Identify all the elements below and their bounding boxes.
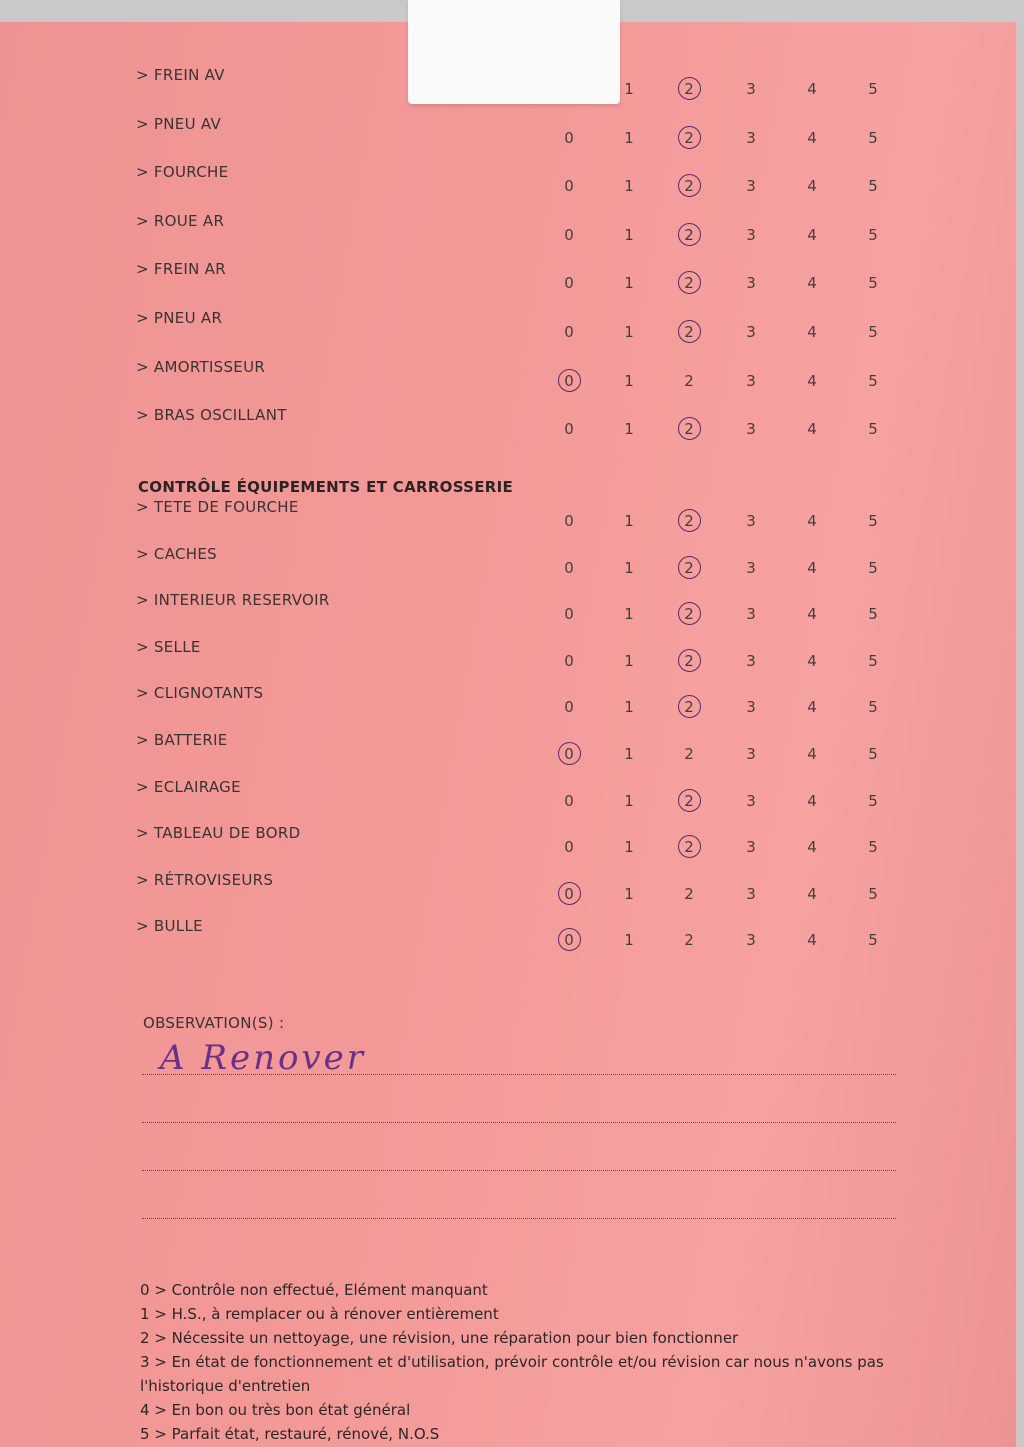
score-option[interactable]: 4 (807, 605, 817, 624)
tape-strip (408, 0, 620, 104)
score-option[interactable]: 0 (564, 698, 574, 717)
score-option[interactable]: 1 (624, 512, 634, 530)
score-option[interactable]: 2 (684, 745, 694, 763)
inspection-sheet (0, 22, 1018, 1447)
score-option-circled[interactable]: 2 (674, 652, 704, 670)
score-option[interactable]: 3 (746, 651, 756, 670)
score-option[interactable]: 1 (624, 80, 634, 98)
checklist-row (0, 498, 1016, 538)
legend-item: 5 > Parfait état, restauré, rénové, N.O.S (140, 1425, 440, 1443)
score-option-circled[interactable]: 2 (674, 177, 704, 195)
score-option[interactable]: 5 (868, 698, 878, 717)
score-option[interactable]: 3 (746, 128, 756, 147)
score-option[interactable]: 0 (564, 791, 574, 810)
checklist-item-label: > FREIN AV (136, 66, 225, 84)
score-option[interactable]: 5 (868, 512, 878, 530)
score-option[interactable]: 4 (807, 371, 817, 390)
checklist-item-label: > BULLE (136, 917, 203, 936)
score-option[interactable]: 0 (564, 225, 574, 244)
legend-item: 1 > H.S., à remplacer ou à rénover entièrement (140, 1305, 499, 1323)
score-option[interactable]: 4 (807, 274, 817, 293)
checklist-item-label: > FOURCHE (136, 163, 229, 182)
score-option-circled[interactable]: 0 (554, 885, 584, 903)
checklist-item-label: > PNEU AV (136, 114, 222, 133)
legend-item: 0 > Contrôle non effectué, Elément manquant (140, 1281, 488, 1299)
score-option-circled[interactable]: 0 (554, 372, 584, 390)
checklist-item-label: > BATTERIE (136, 731, 228, 749)
score-option[interactable]: 4 (807, 651, 817, 670)
score-option-circled[interactable]: 2 (674, 274, 704, 292)
checklist-row (0, 163, 1016, 203)
observations-label: OBSERVATION(S) : (143, 1014, 285, 1032)
score-option-circled[interactable]: 2 (674, 226, 704, 244)
score-option[interactable]: 0 (564, 420, 574, 439)
checklist-item-label: > BRAS OSCILLANT (136, 406, 287, 425)
score-option[interactable]: 0 (564, 512, 574, 530)
checklist-item-label: > CACHES (136, 544, 217, 563)
score-option[interactable]: 4 (807, 745, 817, 763)
score-option-circled[interactable]: 2 (674, 559, 704, 577)
checklist-row (0, 731, 1016, 771)
score-option[interactable]: 5 (868, 884, 878, 903)
observation-line (142, 1218, 896, 1219)
score-option[interactable]: 5 (868, 745, 878, 763)
score-option[interactable]: 3 (746, 605, 756, 624)
checklist-item-label: > ECLAIRAGE (136, 777, 241, 796)
score-option[interactable]: 4 (807, 225, 817, 244)
score-option[interactable]: 3 (746, 931, 756, 950)
score-option[interactable]: 3 (746, 80, 756, 98)
score-option[interactable]: 0 (564, 274, 574, 293)
score-option[interactable]: 1 (624, 420, 634, 439)
score-option[interactable]: 4 (807, 128, 817, 147)
checklist-item-label: > AMORTISSEUR (136, 357, 266, 376)
legend-item: 2 > Nécessite un nettoyage, une révision, une réparation pour bien fonctionner (140, 1329, 739, 1347)
score-option[interactable]: 4 (807, 420, 817, 439)
score-option[interactable]: 5 (868, 225, 878, 244)
checklist-item-label: > RÉTROVISEURS (136, 870, 274, 889)
score-option[interactable]: 5 (868, 558, 878, 577)
score-option[interactable]: 4 (807, 931, 817, 950)
score-option[interactable]: 2 (684, 931, 694, 950)
score-option[interactable]: 4 (807, 512, 817, 530)
section-title: CONTRÔLE ÉQUIPEMENTS ET CARROSSERIE (138, 478, 514, 496)
score-option[interactable]: 4 (807, 791, 817, 810)
score-option[interactable]: 3 (746, 225, 756, 244)
score-option[interactable]: 1 (624, 128, 634, 147)
checklist-row (0, 545, 1016, 585)
legend-item: 4 > En bon ou très bon état général (140, 1401, 411, 1419)
score-option[interactable]: 1 (624, 698, 634, 717)
checklist-row (0, 917, 1016, 957)
score-option[interactable]: 1 (624, 177, 634, 196)
score-option[interactable]: 0 (564, 838, 574, 857)
score-option[interactable]: 4 (807, 558, 817, 577)
score-option[interactable]: 4 (807, 80, 817, 98)
score-option[interactable]: 3 (746, 420, 756, 439)
score-option[interactable]: 3 (746, 323, 756, 341)
score-option[interactable]: 0 (564, 177, 574, 196)
observation-line (142, 1170, 896, 1171)
checklist-item-label: > SELLE (136, 637, 201, 656)
score-option[interactable]: 1 (624, 884, 634, 903)
checklist-row (0, 684, 1016, 724)
legend-item: 3 > En état de fonctionnement et d'utilisation, prévoir contrôle et/ou révision car nous n'avons pas l'historique d'entretien (140, 1353, 884, 1395)
checklist-row (0, 591, 1016, 631)
observation-line (142, 1122, 896, 1123)
score-option[interactable]: 4 (807, 323, 817, 341)
score-option-circled[interactable]: 2 (674, 792, 704, 810)
checklist-item-label: > TETE DE FOURCHE (136, 498, 299, 516)
score-option-circled[interactable]: 2 (674, 512, 704, 530)
score-option[interactable]: 5 (868, 323, 878, 341)
score-option[interactable]: 3 (746, 177, 756, 196)
checklist-item-label: > INTERIEUR RESERVOIR (136, 591, 330, 610)
score-option[interactable]: 0 (564, 323, 574, 341)
score-option[interactable]: 2 (684, 371, 694, 390)
score-option[interactable]: 5 (868, 274, 878, 293)
checklist-row (0, 638, 1016, 678)
score-option[interactable]: 5 (868, 177, 878, 196)
score-option[interactable]: 0 (564, 128, 574, 147)
score-option[interactable]: 3 (746, 698, 756, 717)
score-option-circled[interactable]: 2 (674, 80, 704, 98)
checklist-item-label: > CLIGNOTANTS (136, 684, 264, 703)
score-option[interactable]: 1 (624, 323, 634, 341)
score-option[interactable]: 1 (624, 225, 634, 244)
score-option[interactable]: 0 (564, 558, 574, 577)
score-option[interactable]: 5 (868, 931, 878, 950)
score-option[interactable]: 1 (624, 931, 634, 950)
score-option[interactable]: 1 (624, 745, 634, 763)
score-option-circled[interactable]: 2 (674, 323, 704, 341)
score-option[interactable]: 4 (807, 838, 817, 857)
score-option[interactable]: 3 (746, 512, 756, 530)
score-option[interactable]: 5 (868, 371, 878, 390)
checklist-row (0, 115, 1016, 155)
checklist-item-label: > ROUE AR (136, 211, 225, 230)
checklist-row (0, 778, 1016, 818)
observations-handwritten-note: A Renover (160, 1038, 367, 1078)
score-option[interactable]: 1 (624, 371, 634, 390)
checklist-row (0, 260, 1016, 300)
score-option[interactable]: 4 (807, 177, 817, 196)
checklist-item-label: > TABLEAU DE BORD (136, 824, 301, 843)
score-option-circled[interactable]: 0 (554, 931, 584, 949)
checklist-row (0, 406, 1016, 446)
score-option[interactable]: 5 (868, 605, 878, 624)
score-option[interactable]: 5 (868, 791, 878, 810)
score-option[interactable]: 5 (868, 80, 878, 98)
score-option-circled[interactable]: 2 (674, 129, 704, 147)
checklist-row (0, 871, 1016, 911)
score-option-circled[interactable]: 2 (674, 605, 704, 623)
score-option[interactable]: 3 (746, 371, 756, 390)
score-option[interactable]: 2 (684, 884, 694, 903)
score-option[interactable]: 5 (868, 838, 878, 857)
score-option[interactable]: 1 (624, 651, 634, 670)
score-option-circled[interactable]: 2 (674, 420, 704, 438)
score-option[interactable]: 3 (746, 745, 756, 763)
checklist-row (0, 358, 1016, 398)
checklist-row (0, 309, 1016, 349)
score-option-circled[interactable]: 2 (674, 838, 704, 856)
score-option[interactable]: 1 (624, 274, 634, 293)
score-option[interactable]: 5 (868, 128, 878, 147)
score-option[interactable]: 3 (746, 884, 756, 903)
checklist-row (0, 824, 1016, 864)
score-option[interactable]: 1 (624, 605, 634, 624)
score-option[interactable]: 0 (564, 605, 574, 624)
rating-legend (140, 1278, 890, 1446)
score-option-circled[interactable]: 2 (674, 698, 704, 716)
observation-line (142, 1074, 896, 1075)
score-option[interactable]: 3 (746, 791, 756, 810)
score-option[interactable]: 1 (624, 838, 634, 857)
score-option[interactable]: 5 (868, 420, 878, 439)
score-option[interactable]: 3 (746, 838, 756, 857)
checklist-row (0, 212, 1016, 252)
checklist-item-label: > PNEU AR (136, 309, 223, 327)
score-option[interactable]: 5 (868, 651, 878, 670)
score-option[interactable]: 1 (624, 791, 634, 810)
score-option[interactable]: 3 (746, 274, 756, 293)
checklist-item-label: > FREIN AR (136, 260, 226, 279)
score-option[interactable]: 3 (746, 558, 756, 577)
score-option-circled[interactable]: 0 (554, 745, 584, 763)
score-option[interactable]: 4 (807, 698, 817, 717)
score-option[interactable]: 0 (564, 651, 574, 670)
score-option[interactable]: 1 (624, 558, 634, 577)
score-option[interactable]: 4 (807, 884, 817, 903)
